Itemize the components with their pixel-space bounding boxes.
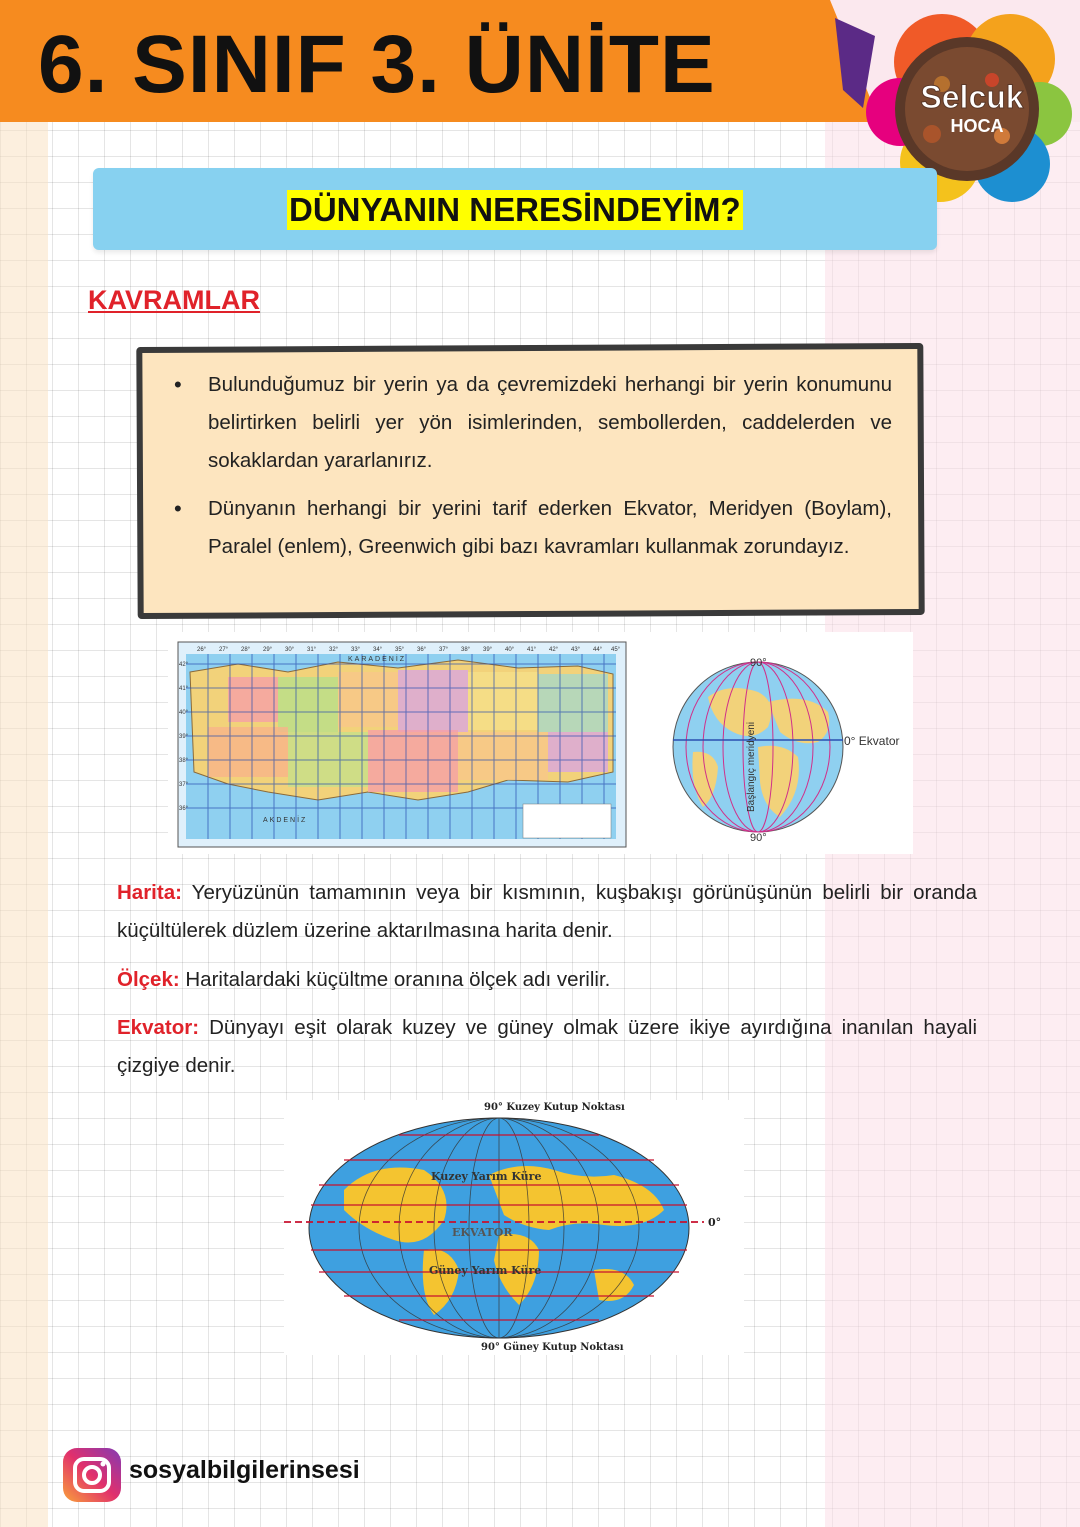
longitude-label: 26° [197,647,207,653]
definition-text: Haritalardaki küçültme oranına ölçek adı verilir. [179,968,611,991]
province [538,674,608,732]
equator-label: EKVATOR [452,1226,513,1239]
north-pole-label: 90° Kuzey Kutup Noktası [484,1102,625,1113]
latitude-label: 40° [179,710,189,716]
province [278,677,338,732]
left-decor-strip [0,120,48,1527]
south-hemisphere-label: Güney Yarım Küre [429,1264,542,1277]
longitude-label: 38° [461,647,471,653]
longitude-label: 34° [373,647,383,653]
logo-name: Selcuk [920,79,1024,115]
latitude-label: 42° [179,662,189,668]
province [368,730,458,792]
sea-label-north: KARADENİZ [348,656,407,663]
definition-text: Yeryüzünün tamamının veya bir kısmının, kuşbakışı görünüşünün belirli bir oranda küçültülerek düzlem üzerine aktarılmasına harita denir. [117,881,977,942]
page-title: 6. SINIF 3. ÜNİTE [38,19,716,110]
latitude-label: 37° [179,782,189,788]
longitude-label: 44° [593,647,603,653]
globe-south-label: 90° [750,832,767,844]
south-pole-label: 90° Güney Kutup Noktası [481,1342,624,1353]
latitude-label: 41° [179,686,189,692]
longitude-label: 33° [351,647,361,653]
definition-term: Harita: [117,881,182,904]
subtitle: DÜNYANIN NERESİNDEYİM? [289,191,741,228]
latitude-label: 38° [179,758,189,764]
longitude-label: 39° [483,647,493,653]
longitude-label: 37° [439,647,449,653]
longitude-label: 41° [527,647,537,653]
definition-olcek [117,961,977,999]
definition-ekvator [117,1009,977,1085]
province [338,672,398,727]
longitude-label: 42° [549,647,559,653]
list-item: • Dünyanın herhangi bir yerini tarif ederken Ekvator, Meridyen (Boylam), Paralel (enlem), Greenwich gibi bazı kavramları kullanmak zorundayız. [170,490,892,566]
list-item: • Bulunduğumuz bir yerin ya da çevremizdeki herhangi bir yerin konumunu belirtirken belirli yer yön isimlerinden, sembollerden, caddelerden ve sokaklardan yararlanırız. [170,366,892,480]
province [208,727,288,777]
longitude-label: 45° [611,647,621,653]
longitude-label: 28° [241,647,251,653]
longitude-label: 35° [395,647,405,653]
definition-term: Ekvator: [117,1016,200,1039]
map-images [168,632,913,854]
latitude-label: 39° [179,734,189,740]
longitude-label: 31° [307,647,317,653]
north-hemisphere-label: Kuzey Yarım Küre [431,1170,542,1183]
sea-label-south: AKDENİZ [263,817,308,824]
province [468,672,538,730]
longitude-label: 40° [505,647,515,653]
globe-meridian-label: Başlangıç meridyeni [746,721,757,812]
map-legend [523,804,611,838]
concept-list [170,366,892,576]
province [398,670,468,732]
definition-text: Dünyayı eşit olarak kuzey ve güney olmak üzere ikiye ayırdığına inanılan hayali çizgiye denir. [117,1016,977,1077]
logo-subname: HOCA [950,116,1004,136]
definition-term: Ölçek: [117,968,180,991]
latitude-label: 36° [179,806,189,812]
globe-equator-label: 0° Ekvator [844,734,900,748]
longitude-label: 43° [571,647,581,653]
definition-harita [117,874,977,950]
longitude-label: 29° [263,647,273,653]
instagram-icon [62,1447,122,1503]
turkey-and-globe-maps [168,632,913,854]
globe-north-label: 90° [750,657,767,669]
longitude-label: 30° [285,647,295,653]
longitude-label: 36° [417,647,427,653]
longitude-label: 27° [219,647,229,653]
province [548,732,608,772]
province [228,677,278,722]
section-heading: KAVRAMLAR [88,285,260,315]
instagram-handle: sosyalbilgilerinsesi [129,1456,360,1484]
longitude-label: 32° [329,647,339,653]
zero-degree-label: 0° [708,1216,722,1229]
world-map-hemispheres [284,1100,744,1355]
